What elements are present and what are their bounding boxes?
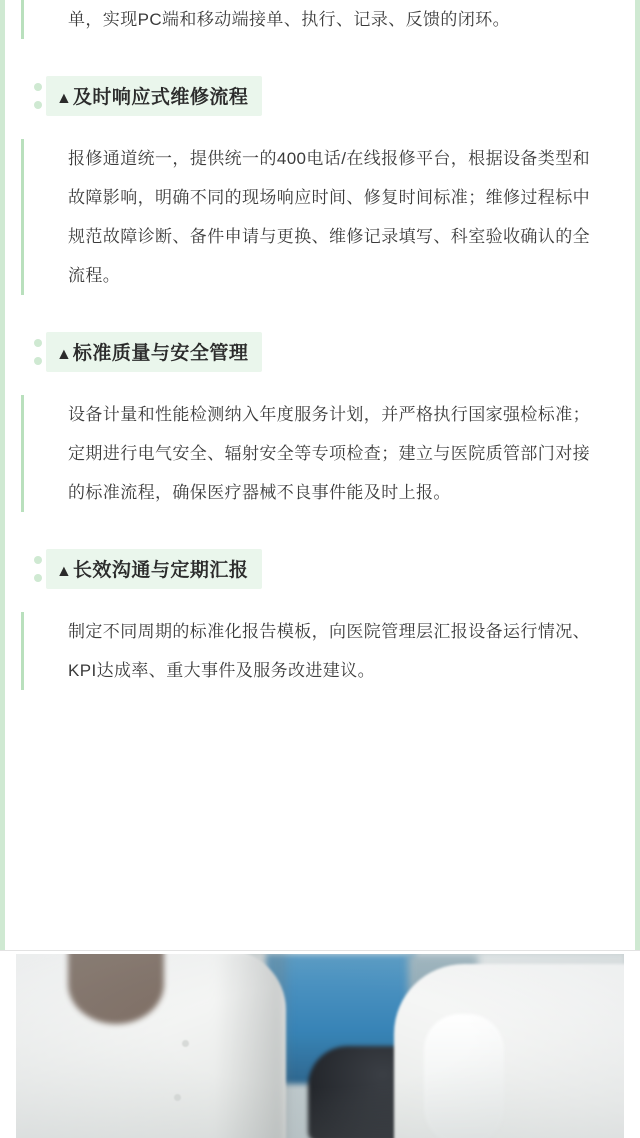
dots-icon [34,339,43,365]
dots-icon [34,83,43,109]
paragraph-text: 制定不同周期的标准化报告模板，向医院管理层汇报设备运行情况、KPI达成率、重大事件及服务改进建议。 [68,622,590,680]
triangle-icon: ▲ [56,346,72,363]
section-heading [16,73,624,119]
section-heading [16,546,624,592]
spacer [16,592,624,612]
heading-text: 及时响应式维修流程 [72,87,249,108]
triangle-icon: ▲ [56,90,72,107]
spacer [16,39,624,73]
heading-pill [46,76,262,116]
photo-vignette [16,954,624,1138]
paragraph-block [16,612,624,690]
paragraph-block [16,395,624,512]
paragraph-block [16,139,624,295]
triangle-icon: ▲ [56,563,72,580]
paragraph-text: 设备计量和性能检测纳入年度服务计划，并严格执行国家强检标准；定期进行电气安全、辐射安全等专项检查；建立与医院质管部门对接的标准流程，确保医疗器械不良事件能及时上报。 [68,405,590,502]
heading-pill [46,549,262,589]
paragraph-text: 报修通道统一，提供统一的400电话/在线报修平台，根据设备类型和故障影响，明确不同的现场响应时间、修复时间标准；维修过程标中规范故障诊断、备件申请与更换、维修记录填写、科室验收确认的全流程。 [68,149,590,285]
heading-text: 标准质量与安全管理 [72,343,249,364]
paragraph-text: 单，实现PC端和移动端接单、执行、记录、反馈的闭环。 [68,10,511,29]
spacer [16,512,624,546]
heading-pill [46,332,262,372]
spacer [16,119,624,139]
section-divider [0,950,640,951]
spacer [16,375,624,395]
heading-text: 长效沟通与定期汇报 [72,560,249,581]
dots-icon [34,556,43,582]
paragraph-block [16,0,624,39]
photo-container [16,954,624,1138]
clinic-photo [16,954,624,1138]
section-heading [16,329,624,375]
spacer [16,295,624,329]
